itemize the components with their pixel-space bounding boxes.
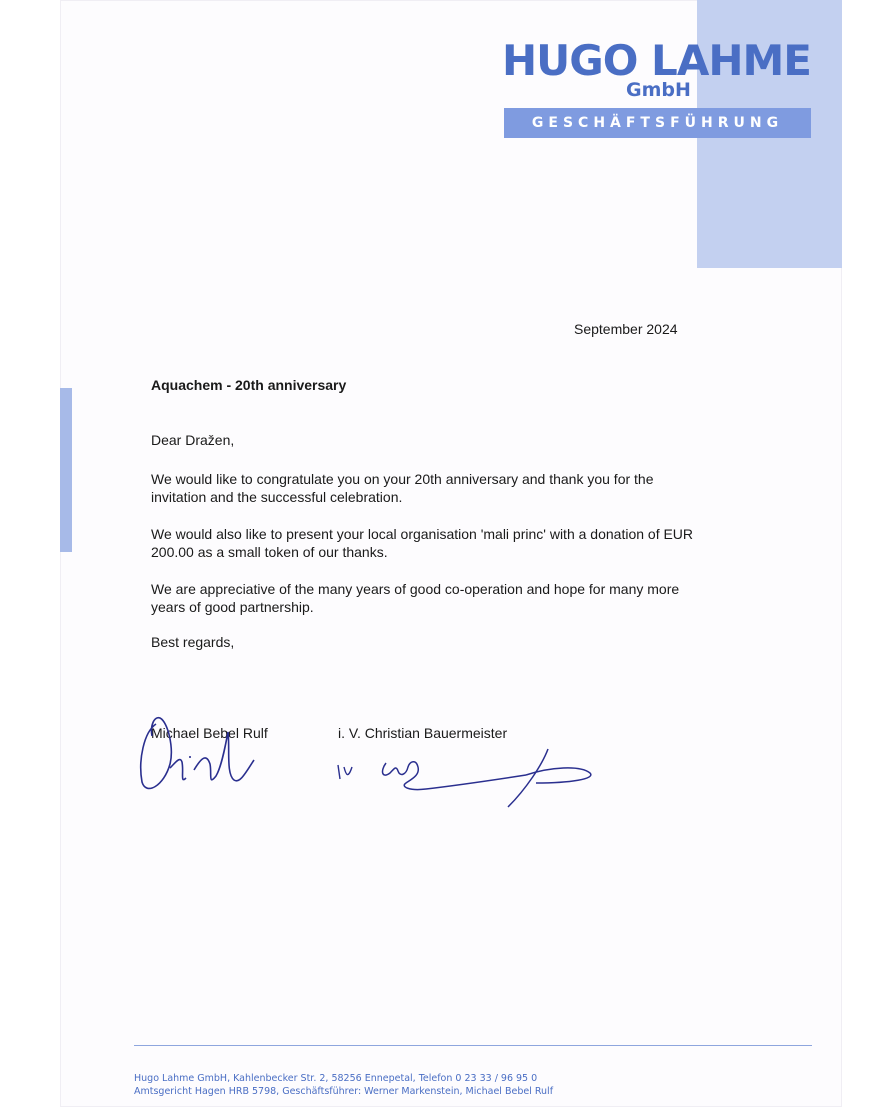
letter-closing: Best regards,: [151, 634, 235, 650]
letter-paragraph-3: We are appreciative of the many years of good co-operation and hope for many more years of good partnership.: [151, 581, 680, 615]
signature-2-icon: [330, 745, 600, 815]
signatory-2-name: i. V. Christian Bauermeister: [338, 725, 508, 741]
signature-1-icon: [130, 712, 270, 802]
letter-salutation: Dear Dražen,: [151, 432, 235, 448]
footer-divider: [134, 1045, 812, 1046]
footer-registry: Amtsgericht Hagen HRB 5798, Geschäftsführer: Werner Markenstein, Michael Bebel Rulf: [134, 1086, 554, 1097]
company-logo-name: HUGO LAHME: [502, 36, 811, 85]
letter-subject: Aquachem - 20th anniversary: [151, 377, 347, 393]
department-banner: [504, 108, 811, 138]
signatory-1-name: Michael Bebel Rulf: [151, 725, 268, 741]
department-label: GESCHÄFTSFÜHRUNG: [531, 115, 784, 131]
company-logo-suffix: GmbH: [626, 79, 691, 101]
letter-paragraph-2: We would also like to present your local organisation 'mali princ' with a donation of EUR 200.00 as a small token of our thanks.: [151, 526, 694, 560]
footer-address: Hugo Lahme GmbH, Kahlenbecker Str. 2, 58256 Ennepetal, Telefon 0 23 33 / 96 95 0: [134, 1073, 538, 1084]
letter-paragraph-1: We would like to congratulate you on your 20th anniversary and thank you for the invitation and the successful celebration.: [151, 471, 654, 505]
fold-mark: [60, 388, 72, 552]
letter-date: September 2024: [574, 321, 678, 337]
